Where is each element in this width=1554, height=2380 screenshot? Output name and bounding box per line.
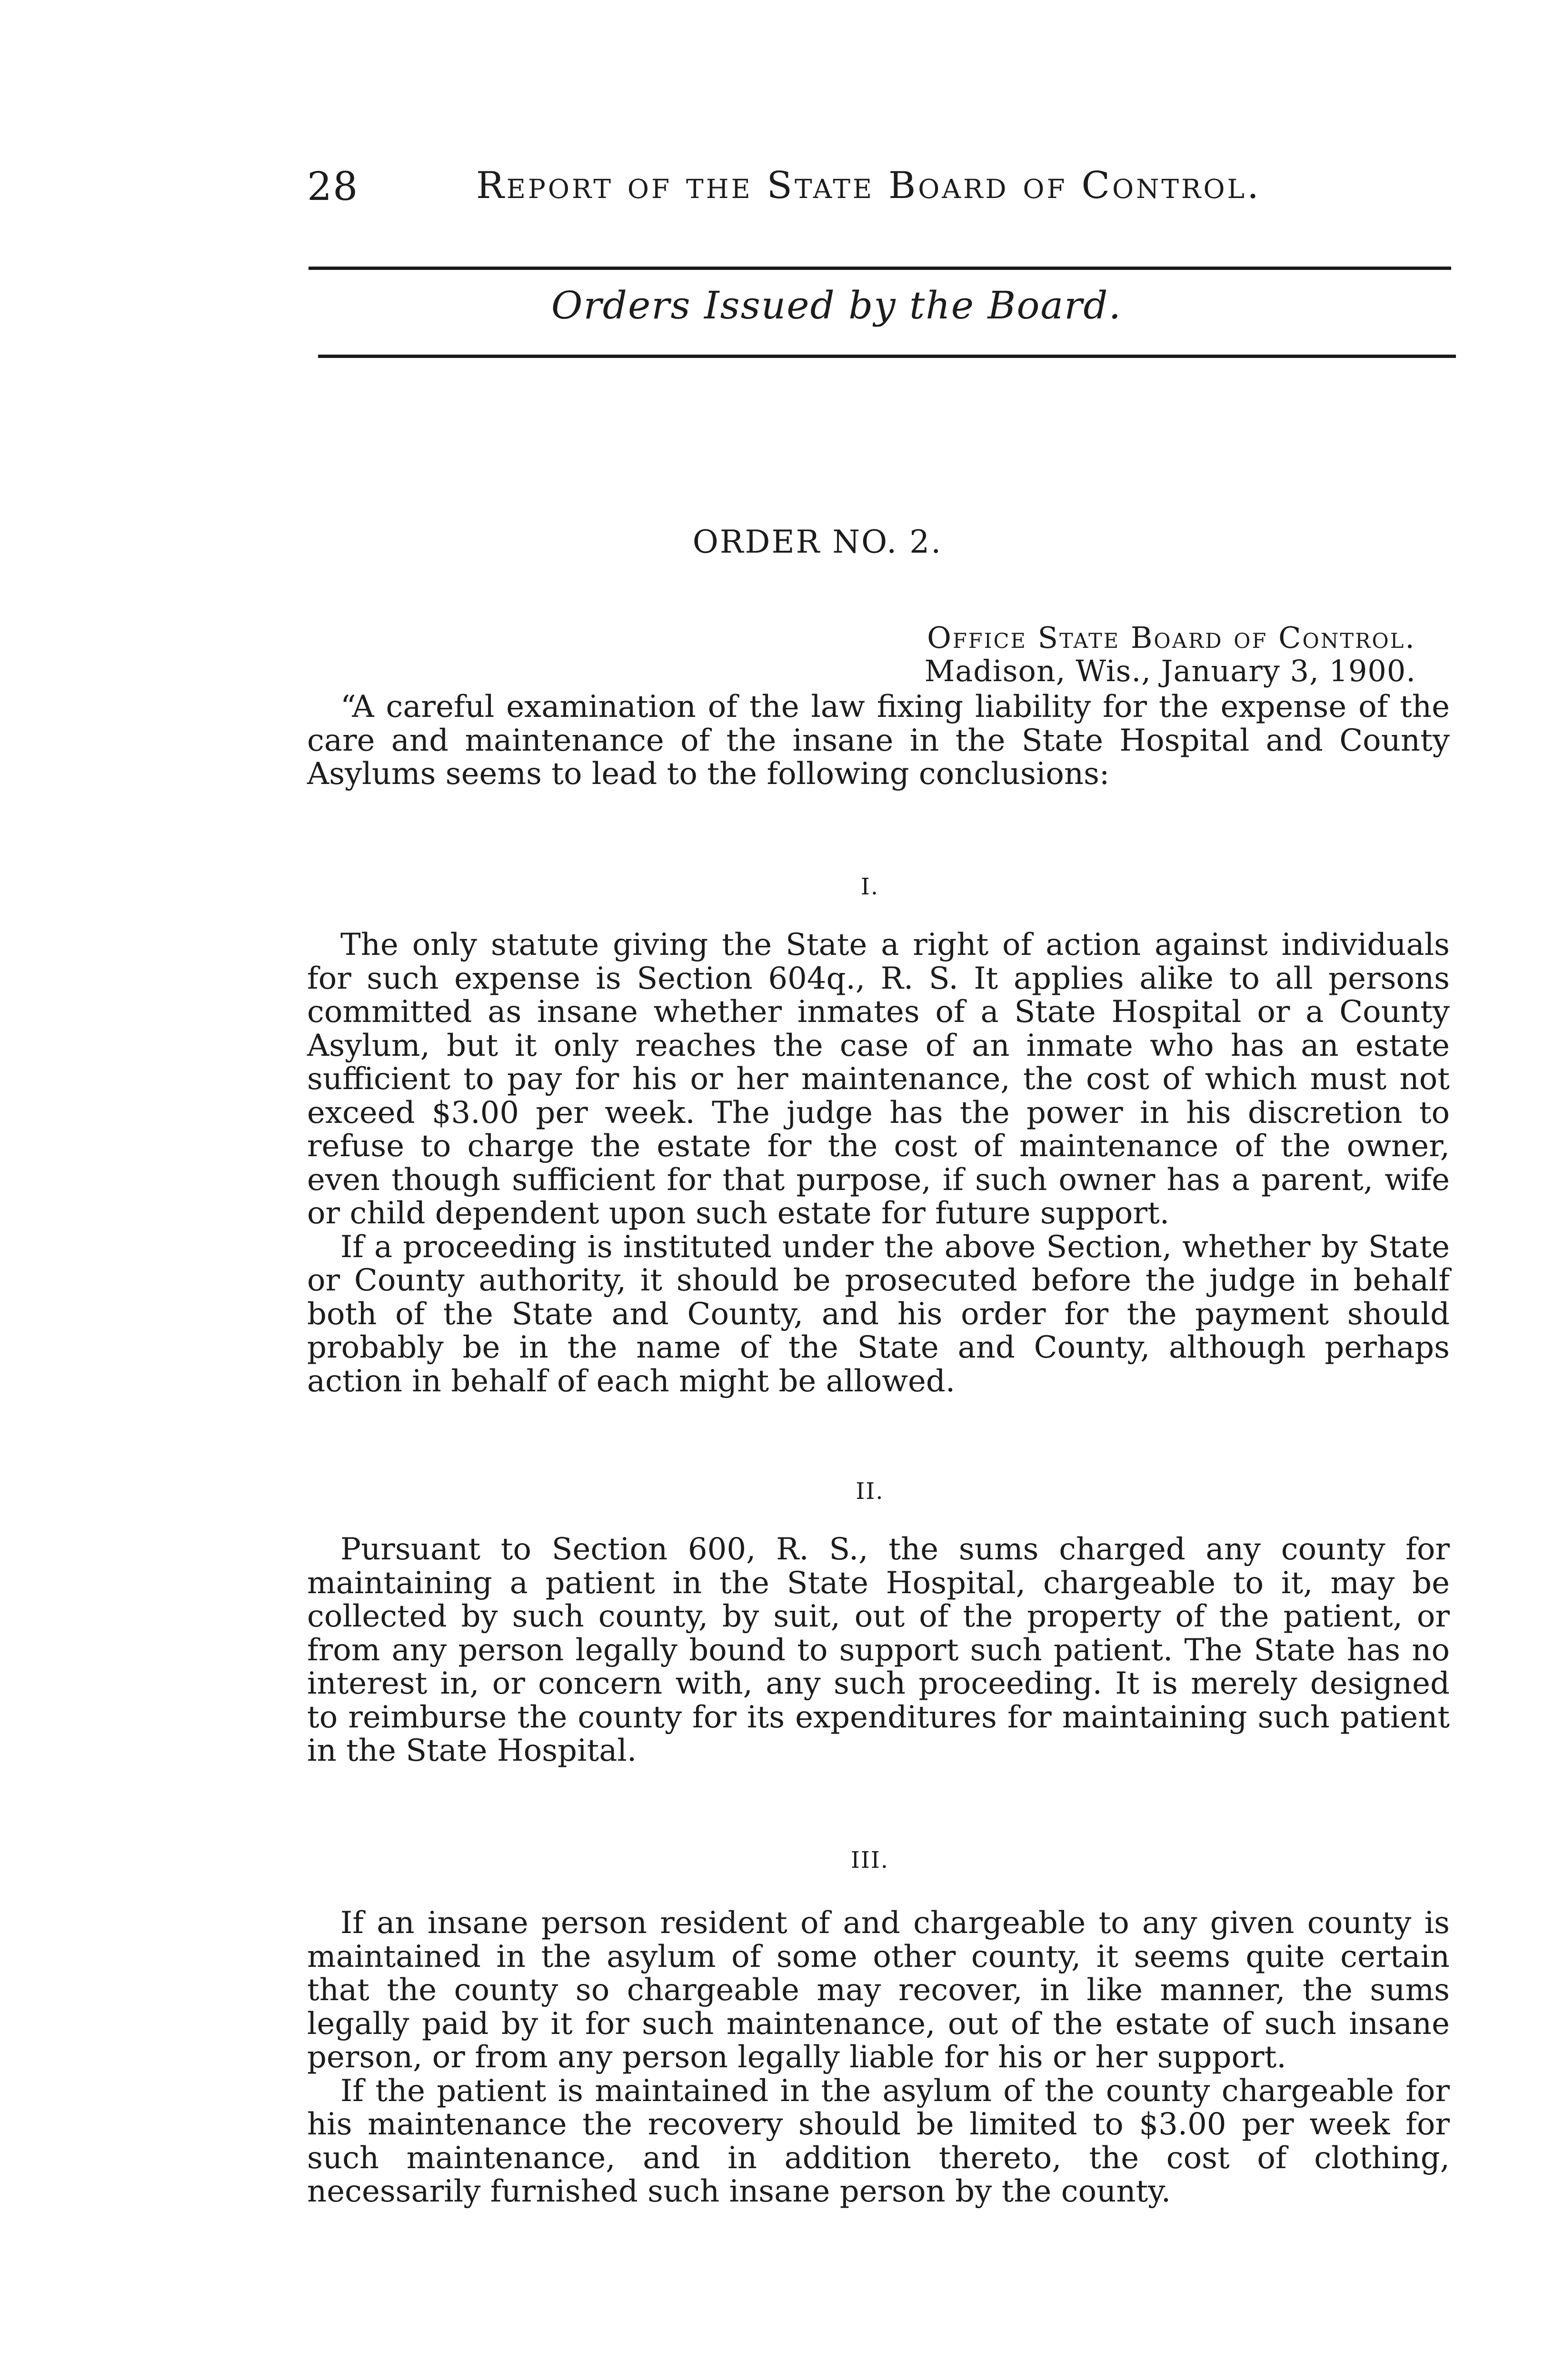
intro-text: “A careful examination of the law fixing liability for the expense of the care and maintenance of the insane in the State Hospital and County Asylums seems to lead to the following conclusions: xyxy=(307,689,1450,792)
section-2 xyxy=(307,1533,1450,1768)
office-line: Office State Board of Control. xyxy=(927,620,1416,655)
section-title: Orders Issued by the Board. xyxy=(551,283,1122,327)
section-2-paragraph-1: Pursuant to Section 600, R. S., the sums charged any county for maintaining a patient in the State Hospital, chargeable to it, may be collected by such county, by suit, out of the property of the patient, or from any person legally bound to support such patient. The State has no interest in, or concern with, any such proceeding. It is merely designed to reimburse the county for its expenditures for maintaining such patient in the State Hospital. xyxy=(307,1532,1450,1768)
section-numeral-2: II. xyxy=(856,1478,884,1505)
section-1-paragraph-1: The only statute giving the State a right of action against individuals for such expense is Section 604q., R. S. It applies alike to all persons committed as insane whether inmates of a State Hospital or a County Asylum, but it only reaches the case of an inmate who has an estate sufficient to pay for his or her maintenance, the cost of which must not exceed $3.00 per week. The judge has the power in his discretion to refuse to charge the estate for the cost of maintenance of the owner, even though sufficient for that purpose, if such owner has a parent, wife or child dependent upon such estate for future support. xyxy=(307,927,1450,1231)
order-address xyxy=(925,621,1416,688)
section-3-paragraph-2: If the patient is maintained in the asylum of the county chargeable for his maintenance the recovery should be limited to $3.00 per week for such maintenance, and in addition thereto, the cost of clothing, necessarily furnished such insane person by the county. xyxy=(307,2073,1450,2209)
section-numeral-3: III. xyxy=(850,1847,889,1874)
running-head xyxy=(307,164,1450,221)
header-rule-top xyxy=(309,267,1451,270)
section-1 xyxy=(307,928,1450,1398)
section-3 xyxy=(307,1906,1450,2209)
place-date-line: Madison, Wis., January 3, 1900. xyxy=(924,654,1416,688)
intro-paragraph xyxy=(307,690,1450,791)
page-number: 28 xyxy=(307,164,359,209)
running-title: Report of the State Board of Control. xyxy=(476,164,1261,207)
header-rule-bottom xyxy=(318,355,1456,358)
section-numeral-1: I. xyxy=(860,873,879,900)
section-1-paragraph-2: If a proceeding is instituted under the above Section, whether by State or County authority, it should be prosecuted before the judge in behalf both of the State and County, and his order for the payment should probably be in the name of the State and County, although perhaps action in behalf of each might be allowed. xyxy=(307,1229,1450,1399)
section-3-paragraph-1: If an insane person resident of and chargeable to any given county is maintained in the asylum of some other county, it seems quite certain that the county so chargeable may recover, in like manner, the sums legally paid by it for such maintenance, out of the estate of such insane person, or from any person legally liable for his or her support. xyxy=(307,1905,1450,2075)
order-heading: ORDER NO. 2. xyxy=(692,524,943,560)
